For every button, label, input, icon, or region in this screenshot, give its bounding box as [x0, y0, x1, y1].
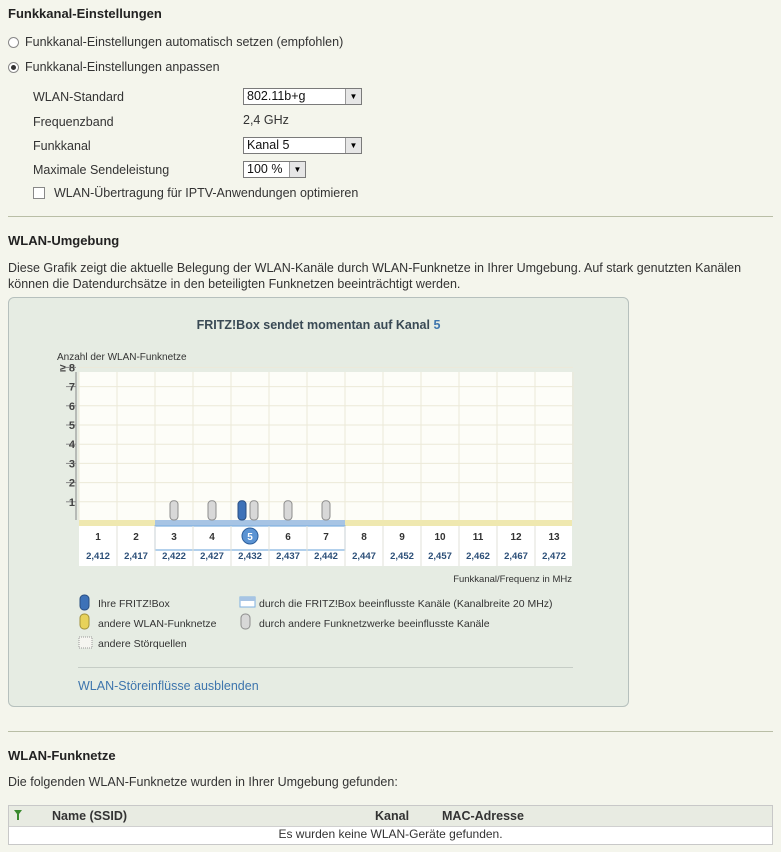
channel-label: 12 [510, 532, 522, 543]
frequency-label: 2,412 [86, 551, 110, 562]
y-tick-label: ≥ 8 [59, 362, 75, 375]
legend-other-networks: andere WLAN-Funknetze [98, 618, 217, 630]
channel-select[interactable] [243, 137, 362, 154]
frequency-label: 2,452 [390, 551, 414, 562]
band-label: Frequenzband [33, 115, 114, 129]
power-value: 100 % [247, 162, 283, 176]
frequency-label: 2,462 [466, 551, 490, 562]
divider [8, 216, 773, 217]
chevron-down-icon[interactable]: ▼ [289, 162, 305, 177]
y-tick-label: 7 [68, 381, 75, 394]
plot-background [79, 372, 572, 521]
environment-title: WLAN-Umgebung [8, 233, 120, 248]
radio-auto-label[interactable]: Funkkanal-Einstellungen automatisch setzen (empfohlen) [25, 35, 344, 49]
y-ticks [60, 362, 76, 520]
frequency-label: 2,442 [314, 551, 338, 562]
other-network-bar [208, 501, 216, 520]
other-network-bar [170, 501, 178, 520]
own-fritzbox-icon [78, 594, 92, 611]
channel-label: 5 [247, 532, 253, 543]
frequency-label: 2,472 [542, 551, 566, 562]
frequency-label: 2,457 [428, 551, 452, 562]
networks-title: WLAN-Funknetze [8, 748, 116, 763]
other-network-bar [250, 501, 258, 520]
channel-label: 13 [548, 532, 560, 543]
wlan-standard-select[interactable] [243, 88, 362, 105]
interference-icon [78, 636, 93, 650]
table-header [9, 806, 772, 827]
channel-label: 11 [472, 532, 484, 543]
chart-title-prefix: FRITZ!Box sendet momentan auf Kanal [196, 318, 430, 332]
y-tick-label: 3 [68, 458, 75, 471]
networks-table [8, 805, 773, 845]
channel-value: Kanal 5 [247, 138, 290, 152]
filter-icon[interactable] [13, 809, 23, 821]
legend-own: Ihre FRITZ!Box [98, 598, 170, 610]
radio-auto[interactable] [8, 37, 19, 48]
chart-title [8, 318, 629, 332]
legend-divider [78, 667, 573, 668]
channel-label: 8 [361, 532, 367, 543]
legend-other-affected: durch andere Funknetzwerke beeinflusste Kanäle [259, 618, 490, 630]
column-channel[interactable]: Kanal [375, 809, 410, 823]
other-networks-icon [78, 613, 92, 630]
channel-chart [0, 340, 630, 590]
channel-label: 7 [323, 532, 329, 543]
radio-custom-label[interactable]: Funkkanal-Einstellungen anpassen [25, 60, 220, 74]
legend-own-affected: durch die FRITZ!Box beeinflusste Kanäle (Kanalbreite 20 MHz) [259, 598, 553, 610]
channel-label: 1 [95, 532, 101, 543]
iptv-checkbox[interactable] [33, 187, 45, 199]
other-network-bar [284, 501, 292, 520]
other-affected-icon [239, 613, 253, 630]
frequency-label: 2,437 [276, 551, 300, 562]
y-tick-label: 4 [68, 439, 75, 452]
y-tick-label: 5 [68, 420, 75, 432]
legend-interference: andere Störquellen [98, 638, 187, 650]
channel-label: 10 [434, 532, 446, 543]
divider [8, 731, 773, 732]
chart-title-channel: 5 [433, 318, 441, 332]
y-tick-label: 6 [68, 400, 75, 413]
x-axis-label: Funkkanal/Frequenz in MHz [453, 574, 572, 585]
y-axis-label: Anzahl der WLAN-Funknetze [57, 352, 187, 363]
iptv-label[interactable]: WLAN-Übertragung für IPTV-Anwendungen optimieren [54, 186, 359, 200]
frequency-label: 2,467 [504, 551, 528, 562]
wlan-standard-label: WLAN-Standard [33, 90, 125, 104]
chevron-down-icon[interactable]: ▼ [345, 138, 361, 153]
own-fritzbox-bar [238, 501, 246, 520]
power-select[interactable] [243, 161, 306, 178]
environment-description-1: Diese Grafik zeigt die aktuelle Belegung der WLAN-Kanäle durch WLAN-Funknetze in Ihrer Umgebung. Auf stark genutzten Kanälen [8, 261, 742, 275]
wlan-standard-value: 802.11b+g [247, 89, 306, 103]
y-tick-label: 1 [68, 496, 75, 509]
column-mac[interactable]: MAC-Adresse [442, 809, 524, 823]
other-network-bar [322, 501, 330, 520]
channel-label: 2 [133, 532, 139, 543]
frequency-label: 2,417 [124, 551, 148, 562]
channel-label: 9 [399, 532, 405, 543]
band-value: 2,4 GHz [243, 113, 289, 127]
channel-label: 3 [171, 532, 177, 543]
empty-message: Es wurden keine WLAN-Geräte gefunden. [278, 827, 503, 841]
channel-label: Funkkanal [33, 139, 91, 153]
chevron-down-icon[interactable]: ▼ [345, 89, 361, 104]
own-affected-icon [239, 596, 256, 609]
frequency-label: 2,422 [162, 551, 186, 562]
power-label: Maximale Sendeleistung [33, 163, 170, 177]
channel-label: 6 [285, 532, 291, 543]
frequency-label: 2,432 [238, 551, 262, 562]
frequency-label: 2,427 [200, 551, 224, 562]
frequency-label: 2,447 [352, 551, 376, 562]
settings-title: Funkkanal-Einstellungen [8, 6, 162, 21]
environment-description-2: können die Datendurchsätze in den beteiligten Funknetzen beeinträchtigt werden. [8, 277, 461, 291]
column-ssid[interactable]: Name (SSID) [52, 809, 128, 823]
channel-label: 4 [209, 532, 215, 543]
networks-description: Die folgenden WLAN-Funknetze wurden in Ihrer Umgebung gefunden: [8, 775, 398, 789]
radio-custom[interactable] [8, 62, 19, 73]
y-tick-label: 2 [68, 477, 75, 490]
hide-interference-link[interactable]: WLAN-Störeinflüsse ausblenden [78, 679, 259, 693]
